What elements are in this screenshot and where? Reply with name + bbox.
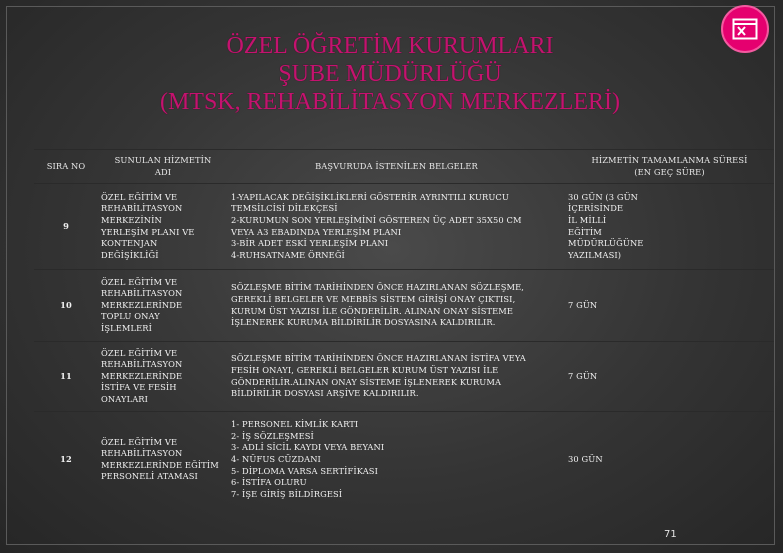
row-documents-line: 3- ADLİ SİCİL KAYDI VEYA BEYANI — [231, 442, 385, 453]
row-documents-line: VEYA A3 EBADINDA YERLEŞİM PLANI — [231, 226, 402, 237]
row-service-line: REHABİLİTASYON — [101, 203, 183, 214]
row-service — [98, 342, 228, 412]
page-number: 71 — [664, 529, 677, 540]
header-duration — [565, 150, 774, 184]
table-header-row — [34, 150, 774, 184]
row-duration — [565, 184, 774, 270]
row-documents-line: SÖZLEŞME BİTİM TARİHİNDEN ÖNCE HAZIRLANAN İSTİFA VEYA — [231, 353, 526, 364]
row-documents-line: TEMSİLCİSİ DİLEKÇESİ — [231, 203, 338, 214]
header-service — [98, 150, 228, 184]
row-number: 10 — [34, 270, 98, 342]
row-duration-line: 7 GÜN — [568, 370, 598, 381]
row-service — [98, 412, 228, 508]
row-service — [98, 184, 228, 270]
row-number: 12 — [34, 412, 98, 508]
row-documents-line: 1-YAPILACAK DEĞİŞİKLİKLERİ GÖSTERİR AYRINTILI KURUCU — [231, 191, 509, 202]
row-documents-line: SÖZLEŞME BİTİM TARİHİNDEN ÖNCE HAZIRLANAN SÖZLEŞME, — [231, 282, 525, 293]
row-documents-line: İŞLENEREK KURUMA BİLDİRİLİR DOSYASINA KALDIRILIR. — [231, 317, 496, 328]
row-documents-line: 7- İŞE GİRİŞ BİLDİRGESİ — [231, 488, 343, 499]
services-table — [34, 149, 774, 508]
table-row — [34, 412, 774, 508]
header-documents: BAŞVURUDA İSTENİLEN BELGELER — [228, 150, 565, 184]
table-row — [34, 270, 774, 342]
row-service-line: ÖZEL EĞİTİM VE — [101, 436, 178, 447]
row-number: 11 — [34, 342, 98, 412]
header-duration-line-1: HİZMETİN TAMAMLANMA SÜRESİ — [591, 154, 748, 165]
row-duration-line: 30 GÜN (3 GÜN — [568, 191, 639, 202]
row-duration — [565, 342, 774, 412]
title-line-1: ÖZEL ÖĞRETİM KURUMLARI — [226, 33, 554, 59]
row-service-line: ÖZEL EĞİTİM VE — [101, 191, 178, 202]
row-number: 9 — [34, 184, 98, 270]
row-service-line: REHABİLİTASYON — [101, 288, 183, 299]
slide-title — [100, 32, 680, 116]
row-documents-line: 2- İŞ SÖZLEŞMESİ — [231, 430, 314, 441]
row-service-line: DEĞİŞİKLİĞİ — [101, 249, 159, 260]
title-line-2: ŞUBE MÜDÜRLÜĞÜ — [278, 61, 502, 87]
row-service-line: MERKEZLERİNDE EĞİTİM — [101, 459, 219, 470]
row-duration-line: YAZILMASI) — [568, 249, 622, 260]
row-duration-line: 30 GÜN — [568, 453, 603, 464]
header-sira-no: SIRA NO — [34, 150, 98, 184]
title-line-3: (MTSK, REHABİLİTASYON MERKEZLERİ) — [159, 89, 621, 115]
row-service-line: İŞLEMLERİ — [101, 322, 153, 333]
row-service-line: ÖZEL EĞİTİM VE — [101, 347, 178, 358]
row-service-line: REHABİLİTASYON — [101, 359, 183, 370]
table-body — [34, 184, 774, 508]
row-duration-line: İÇERİSİNDE — [568, 203, 624, 214]
row-service-line: TOPLU ONAY — [101, 311, 160, 322]
row-documents-line: GEREKLİ BELGELER VE MEBBİS SİSTEM GİRİŞİ ONAY ÇIKTISI, — [231, 293, 516, 304]
row-documents-line: 1- PERSONEL KİMLİK KARTI — [231, 419, 359, 430]
row-documents — [228, 342, 565, 412]
row-service-line: YERLEŞİM PLANI VE — [101, 226, 195, 237]
header-duration-line-2: (EN GEÇ SÜRE) — [634, 166, 705, 177]
row-service-line: MERKEZLERİNDE — [101, 370, 183, 381]
window-close-icon — [732, 18, 758, 40]
table-row — [34, 184, 774, 270]
row-service-line: ÖZEL EĞİTİM VE — [101, 276, 178, 287]
table-row — [34, 342, 774, 412]
row-documents-line: BİLDİRİLİR DOSYASI ARŞİVE KALDIRILIR. — [231, 388, 419, 399]
row-duration — [565, 270, 774, 342]
row-service-line: REHABİLİTASYON — [101, 448, 183, 459]
row-documents-line: 3-BİR ADET ESKİ YERLEŞİM PLANI — [231, 238, 389, 249]
row-documents — [228, 270, 565, 342]
row-duration-line: EĞİTİM — [568, 226, 602, 237]
row-documents-line: 2-KURUMUN SON YERLEŞİMİNİ GÖSTEREN ÜÇ ADET 35X50 CM — [231, 214, 522, 225]
row-documents — [228, 184, 565, 270]
row-service-line: KONTENJAN — [101, 238, 158, 249]
row-service-line: MERKEZLERİNDE — [101, 299, 183, 310]
row-service-line: İSTİFA VE FESİH — [101, 382, 177, 393]
row-documents-line: 4-RUHSATNAME ÖRNEĞİ — [231, 249, 345, 260]
row-duration — [565, 412, 774, 508]
row-service-line: MERKEZİNİN — [101, 214, 162, 225]
row-documents-line: 5- DİPLOMA VARSA SERTİFİKASI — [231, 465, 378, 476]
row-documents-line: GÖNDERİLİR.ALINAN ONAY SİSTEME İŞLENEREK KURUMA — [231, 376, 502, 387]
row-documents-line: 6- İSTİFA OLURU — [231, 477, 307, 488]
row-documents — [228, 412, 565, 508]
slide-badge[interactable] — [721, 5, 769, 53]
row-service-line: ONAYLARI — [101, 393, 149, 404]
row-documents-line: 4- NÜFUS CÜZDANI — [231, 453, 321, 464]
header-service-line-2: ADI — [154, 166, 172, 177]
header-service-line-1: SUNULAN HİZMETİN — [114, 154, 212, 165]
row-duration-line: İL MİLLİ — [568, 214, 607, 225]
row-documents-line: KURUM ÜST YAZISI İLE GÖNDERİLİR. ALINAN ONAY SİSTEME — [231, 305, 514, 316]
row-service-line: PERSONELİ ATAMASI — [101, 471, 198, 482]
row-duration-line: 7 GÜN — [568, 299, 598, 310]
row-duration-line: MÜDÜRLÜĞÜNE — [568, 238, 644, 249]
row-documents-line: FESİH ONAYI, GEREKLİ BELGELER KURUM ÜST YAZISI İLE — [231, 364, 499, 375]
row-service — [98, 270, 228, 342]
